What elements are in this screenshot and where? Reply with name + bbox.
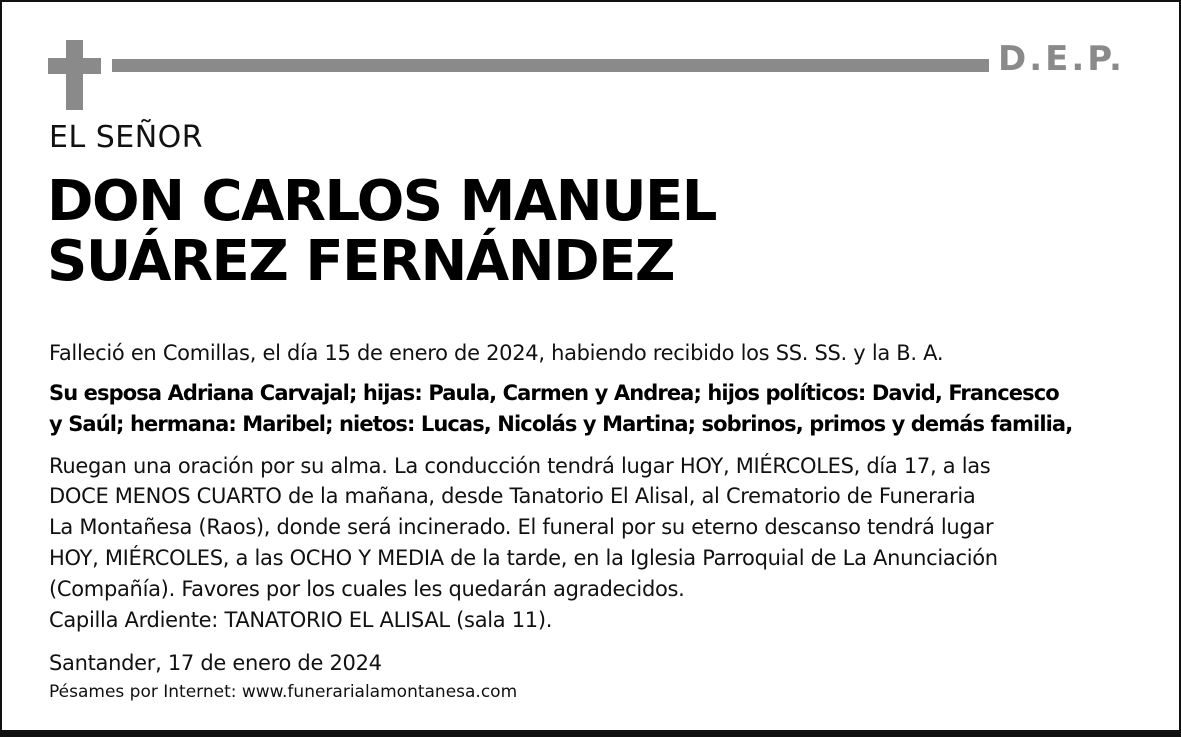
dep-badge: D.E.P. [998, 39, 1125, 79]
deceased-name [47, 169, 716, 294]
cross-icon-bar [48, 58, 101, 74]
body-line-4: HOY, MIÉRCOLES, a las OCHO Y MEDIA de la tarde, en la Iglesia Parroquial de La Anunciación [49, 546, 998, 570]
body-line-2: DOCE MENOS CUARTO de la mañana, desde Tanatorio El Alisal, al Crematorio de Funeraria [49, 484, 976, 508]
body-line-5: (Compañía). Favores por los cuales les quedarán agradecidos. [49, 577, 685, 601]
chapel-line: Capilla Ardiente: TANATORIO EL ALISAL (sala 11). [49, 608, 553, 632]
body-line-3: La Montañesa (Raos), donde será incinerado. El funeral por su eterno descanso tendrá lugar [49, 515, 994, 539]
cross-icon [66, 40, 83, 110]
honorific: EL SEÑOR [49, 120, 204, 155]
deceased-name-line2: SUÁREZ FERNÁNDEZ [47, 229, 674, 294]
family-line-1: Su esposa Adriana Carvajal; hijas: Paula, Carmen y Andrea; hijos políticos: David, Francesco [49, 381, 1059, 405]
place-date: Santander, 17 de enero de 2024 [49, 651, 382, 675]
family-line-2: y Saúl; hermana: Maribel; nietos: Lucas, Nicolás y Martina; sobrinos, primos y demás familia, [49, 412, 1073, 436]
condolences-line: Pésames por Internet: www.funerarialamontanesa.com [49, 682, 518, 702]
deceased-name-line1: DON CARLOS MANUEL [47, 169, 716, 234]
death-line: Falleció en Comillas, el día 15 de enero de 2024, habiendo recibido los SS. SS. y la B. A. [49, 341, 944, 365]
header-rule [112, 59, 989, 72]
body-line-1: Ruegan una oración por su alma. La conducción tendrá lugar HOY, MIÉRCOLES, día 17, a las [49, 454, 991, 478]
